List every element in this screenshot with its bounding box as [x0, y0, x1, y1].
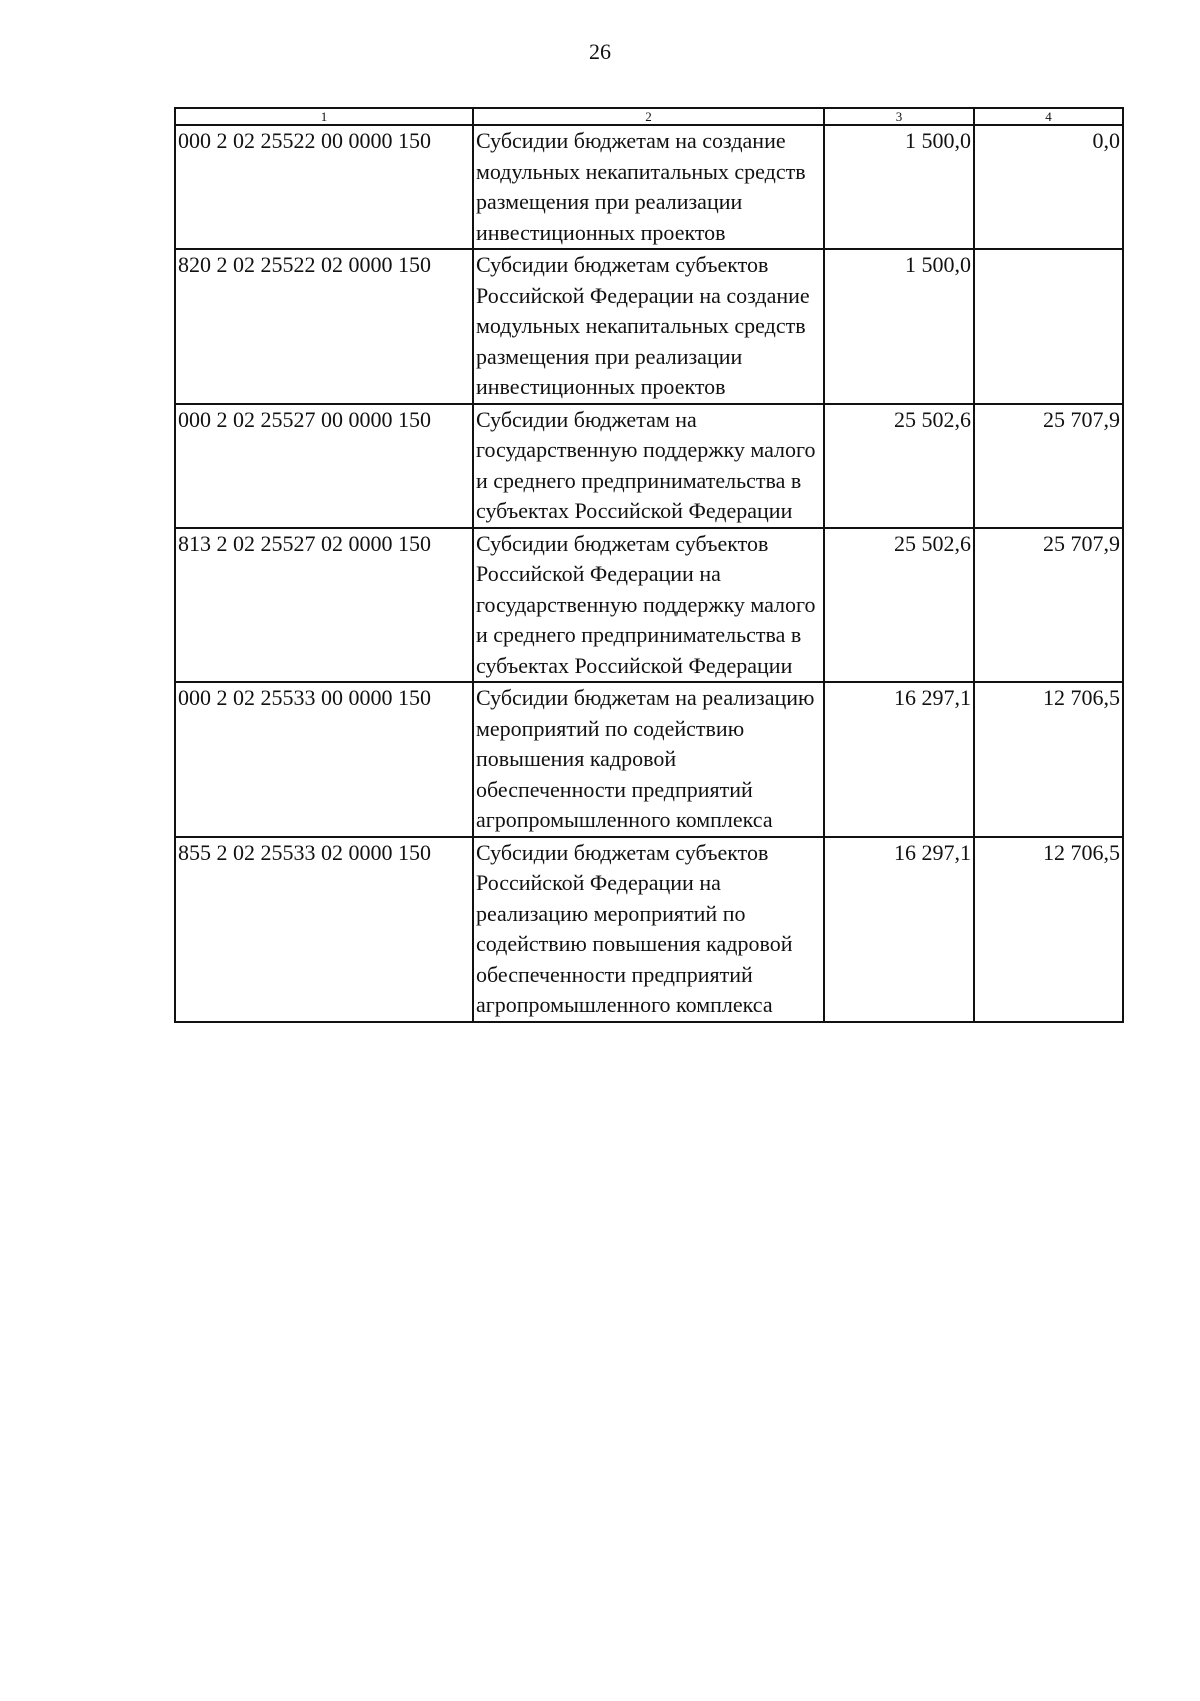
column-header-1: 1	[175, 108, 473, 125]
budget-code-cell: 813 2 02 25527 02 0000 150	[175, 528, 473, 683]
description-cell: Субсидии бюджетам субъектов Российской Федерации на создание модульных некапитальных средств размещения при реализации инвестиционных проектов	[473, 249, 824, 404]
table-header-row	[175, 108, 1123, 125]
column-header-4: 4	[974, 108, 1123, 125]
value-col4-cell: 0,0	[974, 125, 1123, 249]
description-cell: Субсидии бюджетам на создание модульных некапитальных средств размещения при реализации инвестиционных проектов	[473, 125, 824, 249]
table-row	[175, 682, 1123, 837]
table-row	[175, 125, 1123, 249]
description-cell: Субсидии бюджетам субъектов Российской Федерации на государственную поддержку малого и среднего предпринимательства в субъектах Российской Федерации	[473, 528, 824, 683]
value-col4-cell: 12 706,5	[974, 837, 1123, 1022]
description-cell: Субсидии бюджетам субъектов Российской Федерации на реализацию мероприятий по содействию повышения кадровой обеспеченности предприятий агропромышленного комплекса	[473, 837, 824, 1022]
description-cell: Субсидии бюджетам на государственную поддержку малого и среднего предпринимательства в субъектах Российской Федерации	[473, 404, 824, 528]
table-row	[175, 249, 1123, 404]
column-header-2: 2	[473, 108, 824, 125]
description-cell: Субсидии бюджетам на реализацию мероприятий по содействию повышения кадровой обеспеченности предприятий агропромышленного комплекса	[473, 682, 824, 837]
table-row	[175, 837, 1123, 1022]
page-number: 26	[589, 39, 611, 64]
value-col4-cell: 25 707,9	[974, 528, 1123, 683]
table-row	[175, 404, 1123, 528]
budget-code-cell: 855 2 02 25533 02 0000 150	[175, 837, 473, 1022]
value-col3-cell: 25 502,6	[824, 528, 974, 683]
budget-code-cell: 000 2 02 25522 00 0000 150	[175, 125, 473, 249]
budget-table	[174, 107, 1124, 1023]
column-header-3: 3	[824, 108, 974, 125]
budget-code-cell: 820 2 02 25522 02 0000 150	[175, 249, 473, 404]
value-col3-cell: 1 500,0	[824, 125, 974, 249]
value-col3-cell: 16 297,1	[824, 682, 974, 837]
value-col4-cell	[974, 249, 1123, 404]
value-col4-cell: 25 707,9	[974, 404, 1123, 528]
budget-code-cell: 000 2 02 25533 00 0000 150	[175, 682, 473, 837]
table-row	[175, 528, 1123, 683]
budget-code-cell: 000 2 02 25527 00 0000 150	[175, 404, 473, 528]
value-col3-cell: 1 500,0	[824, 249, 974, 404]
value-col4-cell: 12 706,5	[974, 682, 1123, 837]
value-col3-cell: 25 502,6	[824, 404, 974, 528]
value-col3-cell: 16 297,1	[824, 837, 974, 1022]
